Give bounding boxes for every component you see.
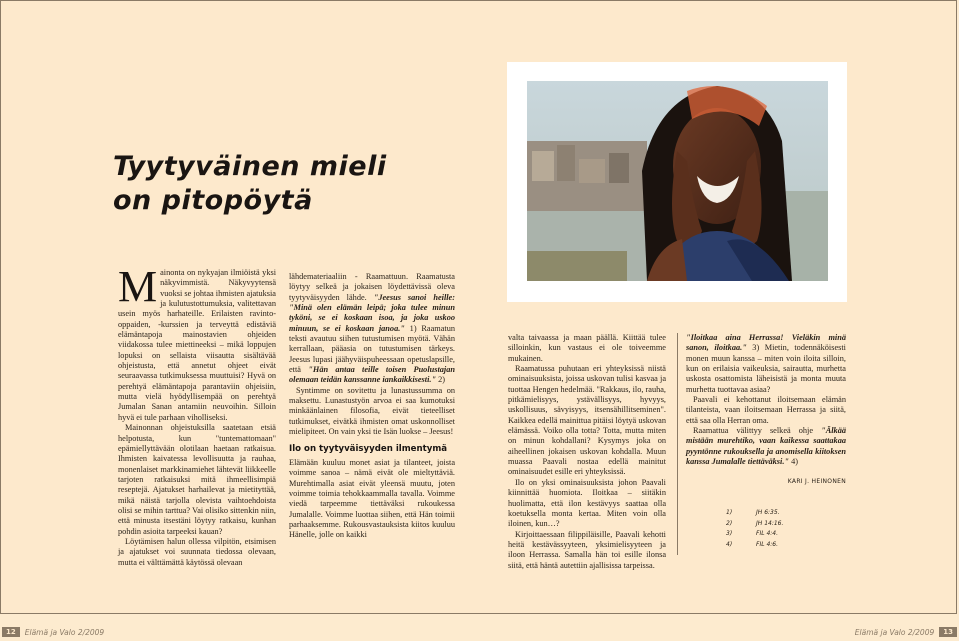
paragraph [289,272,455,386]
references-list [726,508,783,550]
scripture-quote: "Älkää mistään murehtiko, vaan kaikessa saattakaa pyyntönne rukouksella ja anomisella kiitoksen kanssa Jumalalle tiettäväksi." [686,426,846,467]
paragraph: Löytämisen halun ollessa vilpitön, etsimisen ja ajatukset voi suunnata tiedossa olevaan, mutta ei välttämättä käytössä olevaan [118,536,276,567]
author-byline: KARI J. HEINONEN [787,478,846,486]
paragraph [686,426,846,467]
reference-text: JH 6:35. [756,509,780,516]
scripture-quote: "Iloitkaa aina Herrassa! Vieläkin minä sanon, iloitkaa." [686,333,846,353]
reference-number: 3) [726,530,733,537]
paragraph-text: 1) Raamatun teksti avautuu siihen tutustumisen myötä. Vähän kerrallaan, pääasia on tutustumisen tärkeys. Jeesus lupasi jäähyväispuheessaan opetuslapsille, että [289,323,455,375]
reference-item [726,519,783,530]
paragraph: Syntimme on sovitettu ja lunastussumma on maksettu. Lunastustyön arvoa ei saa kumotuksi minkäänlainen filosofia, eivät tieteelliset tutkimukset, eivätkä ihmisten omat uskonnolliset mielipiteet. On vain yksi tie Isän luokse – Jeesus! [289,385,455,437]
subheading: Ilo on tyytyväisyyden ilmentymä [289,443,448,454]
scripture-quote: "Jeesus sanoi heille: "Minä olen elämän leipä; joka tulee minun tyköni, se ei koskaan isoa, ja joka uskoo minuun, se ei koskaan janoa." [289,292,456,333]
paragraph: Raamatussa puhutaan eri yhteyksissä niistä ominaisuuksista, joissa uskovan tulisi kasvaa ja tuottaa Hengen hedelmää. "Rakkaus, ilo, rauha, pitkämielisyys, ystävällisyys, hyvyys, uskollisuus, sävyisyys, itsensähillitseminen". Kaikkea edellä mainittua pitäisi löytyä uskovan elämässä. Voiko olla totta? Totta, mutta miten on minun kohdallani? Kysymys joka on aiheellinen jokaisen uskovan kohdalla. Muun muassa Paavali nostaa edellä mainitut ominaisuudet esille eri yhteyksissä. [508,364,666,477]
reference-item [726,508,783,519]
article-title [113,150,387,218]
footer-publication-right: Elämä ja Valo 2/2009 [854,627,935,637]
reference-number: 1) [726,509,733,516]
footnote-ref: 2) [436,375,446,385]
drop-cap: M [118,262,158,311]
article-column-2 [289,272,455,541]
footnote-ref: 4) [789,457,799,467]
paragraph-text: lähdemateriaaliin - Raamattuun. Raamatusta löytyy selkeä ja jokaisen löydettävissä oleva tyytyväisyyden lähde. [289,272,455,302]
footer-publication-left: Elämä ja Valo 2/2009 [24,627,105,637]
paragraph-text: ainonta on nykyajan ilmiöistä yksi näkyvimmistä. Näkyvyytensä vuoksi se johtaa ihmisten ajatuksia ja kulutustottumuksia, valitettavan usein myös harhateille. Erilaisten ravinto-oppaiden, -kurssien ja terveyttä edistäviä elämäntapoja mainostavien ohjeiden viidakossa tulee miettineeksi – mikä loppujen lopuksi on sellaista viisautta sisältävää ohjeistusta, että annetut ohjeet eivät seuraavassa tutkimuksessa muuttuisi? Hyvä on perehtyä elämäntapoja parantaviin ohjeisiin, mutta vielä hyödyllisempää on perehtyä Jumalan Sanan antamiin neuvoihin. Silloin hyvä ei tule parhaan viholliseksi. [118,268,276,422]
paragraph: Kirjoittaessaan filippiläisille, Paavali kehotti heitä kestävässyyteen, yksimielisyyteen ja iloon Herrassa. Samalla hän toi esille ilonsa siitä, että häntä autettiin ajallisissa tarpeissa. [508,529,666,570]
reference-text: JH 14:16. [756,519,784,527]
paragraph [686,333,846,395]
paragraph-text: 3) Mietin, todennäköisesti monen muun kanssa – miten voin iloita silloin, kun on erilaisia vaikeuksia, sairautta, murhetta uskosta osattomista läheisistä ja monta muuta murhetta tuottavaa asiaa? [686,343,846,394]
paragraph: Mainonnan ohjeistuksilla saatetaan etsiä helpotusta, kun "tuntemattomaan" epämiellyttävään olotilaan haetaan ratkaisua. Ihmisten kaivatessa levollisuutta ja rauhaa, monenlaiset markkinamiehet lähtevät liikkeelle tarjoten ratkaisuksi mitä ihmeellisimpiä reseptejä. Ajatukset harhailevat ja mietityttää, mikä näistä tarjolla olevista vaihtoehdoista olisi se mihin tarttua? Vai olisiko sittenkin niin, että minusta itsestäni löytyy ratkaisu, kunhan pohdin asioita tarpeeksi kauan? [118,423,276,536]
article-column-4 [686,333,846,488]
reference-text: FIL 4:4. [756,530,779,537]
title-line-2: on pitopöytä [113,185,313,216]
scripture-quote: "Hän antaa teille toisen Puolustajan olemaan teidän kanssanne iankaikkisesti." [289,365,455,385]
page-number-right: 13 [939,627,957,637]
reference-item [726,540,783,551]
paragraph: valta taivaassa ja maan päällä. Kiittää tulee silloinkin, kun vastaus ei ole toiveemme mukainen. [508,333,666,363]
article-column-3 [508,333,666,571]
article-photo [527,81,828,281]
footer-right [855,627,957,637]
paragraph-text: Raamattua välittyy selkeä ohje [693,426,814,436]
title-line-1: Tyytyväinen mieli [113,151,387,182]
footer-left [2,627,104,637]
laughing-woman-photo [527,81,828,281]
lead-paragraph [118,262,276,423]
paragraph: Ilo on yksi ominaisuuksista johon Paavali kiinnittää huomiota. Iloitkaa – siitäkin huolimatta, että ilon kestävyys saattaa olla koetuksella monta kertaa. Miten voin olla iloinen, kun…? [508,477,666,529]
reference-text: FIL 4:6. [756,540,779,548]
column-divider [677,333,678,555]
reference-number: 4) [726,540,733,548]
paragraph: Elämään kuuluu monet asiat ja tilanteet, joista voimme sanoa – nämä eivät ole mieltyttäviä. Murehtimalla asiat eivät yleensä muutu, joten voimme toimia tehokkaammalla tavalla. Voimme viedä tarpeemme tiettäväksi rukoukessa Jumalalle. Voimme luottaa siihen, että Hän toimii parhaaksemme. Rukousvastauksista kiitos kuuluu Hänelle, jolle on kaikki [289,457,455,540]
article-column-1 [118,262,276,568]
paragraph: Paavali ei kehottanut iloitsemaan elämän tilanteista, vaan iloitsemaan Herrassa ja siitä, että saa olla Herran oma. [686,395,846,425]
reference-number: 2) [726,519,733,527]
page-number-left: 12 [2,627,20,637]
reference-item [726,529,783,540]
